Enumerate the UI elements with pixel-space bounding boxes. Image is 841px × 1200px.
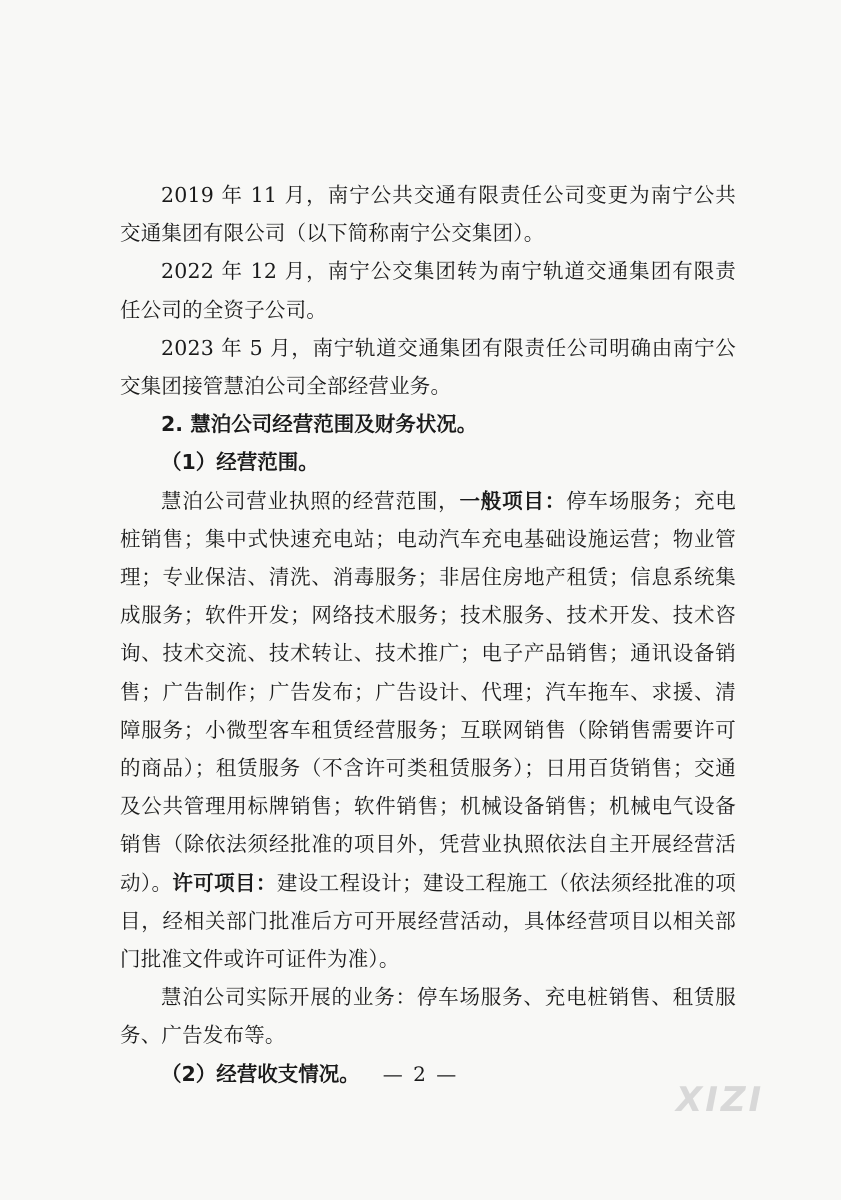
page-number: — 2 — bbox=[382, 1062, 459, 1086]
general-items-label: 一般项目： bbox=[459, 488, 567, 513]
subsection-heading-finance: （2）经营收支情况。 bbox=[161, 1061, 360, 1086]
watermark-logo: XIZI bbox=[676, 1080, 765, 1120]
section-heading: 2. 慧泊公司经营范围及财务状况。 bbox=[161, 412, 478, 437]
general-items-text: 停车场服务；充电桩销售；集中式快速充电站；电动汽车充电基础设施运营；物业管理；专业保洁、清洗、消毒服务；非居住房地产租赁；信息系统集成服务；软件开发；网络技术服务；技术服务、技术开发、技术咨询、技术交流、技术转让、技术推广；电子产品销售；通讯设备销售；广告制作；广告发布；广告设计、代理；汽车拖车、求援、清障服务；小微型客车租赁经营服务；互联网销售（除销售需要许可的商品）；租赁服务（不含许可类租赁服务）；日用百货销售；交通及公共管理用标牌销售；软件销售；机械设备销售；机械电气设备销售（除依法须经批准的项目外，凭营业执照依法自主开展经营活动）。 bbox=[120, 488, 736, 895]
scope-intro: 慧泊公司营业执照的经营范围， bbox=[161, 488, 460, 513]
paragraph-2022: 2022 年 12 月，南宁公交集团转为南宁轨道交通集团有限责任公司的全资子公司。 bbox=[120, 259, 736, 322]
document-body bbox=[120, 176, 736, 1093]
actual-business-paragraph: 慧泊公司实际开展的业务：停车场服务、充电桩销售、租赁服务、广告发布等。 bbox=[120, 985, 736, 1048]
subsection-heading-scope: （1）经营范围。 bbox=[161, 450, 319, 475]
paragraph-2023: 2023 年 5 月，南宁轨道交通集团有限责任公司明确由南宁公交集团接管慧泊公司全部经营业务。 bbox=[120, 335, 736, 399]
permit-items-label: 许可项目： bbox=[172, 870, 277, 895]
business-scope-paragraph bbox=[120, 482, 736, 979]
permit-items-text: 建设工程设计；建设工程施工（依法须经批准的项目，经相关部门批准后方可开展经营活动，具体经营项目以相关部门批准文件或许可证件为准）。 bbox=[120, 870, 737, 972]
paragraph-2019: 2019 年 11 月，南宁公共交通有限责任公司变更为南宁公共交通集团有限公司（以下简称南宁公交集团）。 bbox=[120, 183, 736, 246]
